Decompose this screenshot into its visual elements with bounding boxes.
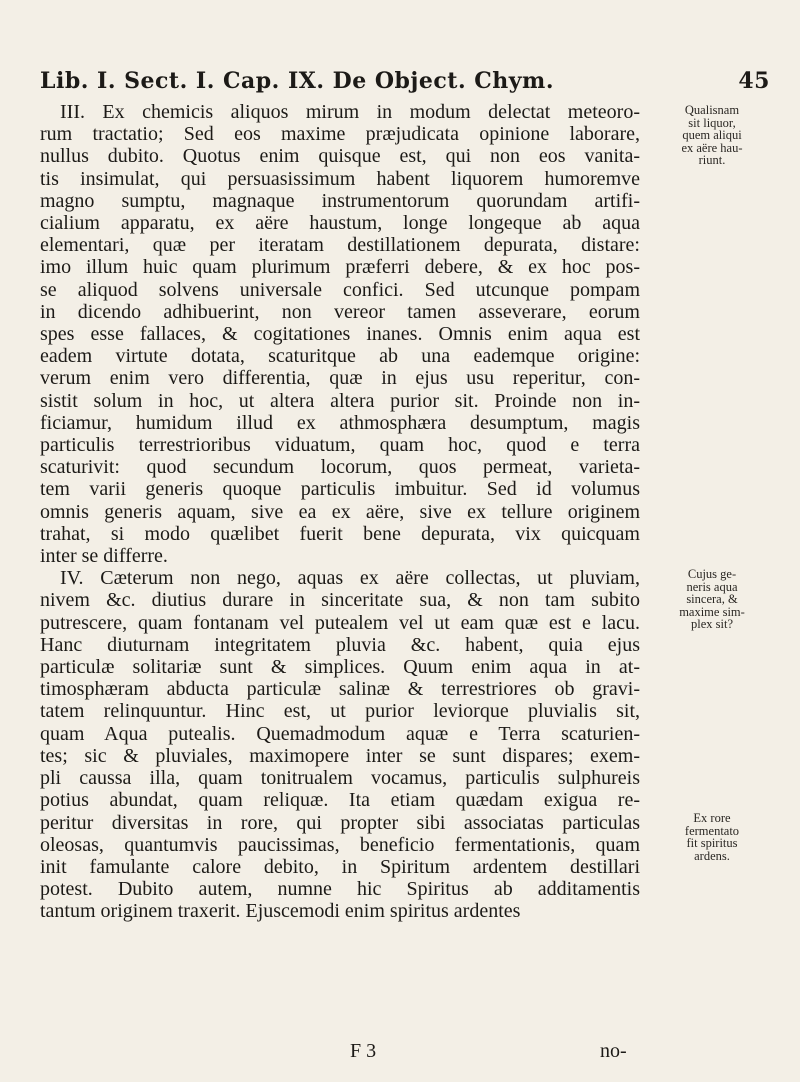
- main-text: [40, 101, 640, 923]
- text-line: nivem &c. diutius durare in sinceritate sua, & non tam subito: [40, 589, 640, 612]
- margin-note-line: sincera, &: [686, 592, 738, 606]
- text-line: IV. Cæterum non nego, aquas ex aëre collectas, ut pluviam,: [60, 567, 640, 590]
- running-title: Lib. I. Sect. I. Cap. IX. De Object. Chym.: [40, 68, 554, 94]
- text-line: tes; sic & pluviales, maximopere inter se sunt dispares; exem-: [40, 744, 640, 767]
- text-line: verum enim vero differentia, quæ in ejus usu reperitur, con-: [40, 367, 640, 390]
- text-line: pli caussa illa, quam tonitrualem vocamus, particulis sulphureis: [40, 767, 640, 790]
- margin-note-line: fit spiritus: [686, 836, 738, 850]
- text-line: scaturivit: quod secundum locorum, quos permeat, varieta-: [40, 456, 640, 479]
- margin-note-line: neris aqua: [686, 579, 738, 594]
- text-line: cialium apparatu, ex aëre haustum, longe longeque ab aqua: [40, 212, 640, 235]
- page-number: 45: [738, 68, 770, 94]
- margin-note-line: sit liquor,: [688, 115, 736, 130]
- catchword: no-: [600, 1040, 627, 1062]
- margin-note-ex-rore: [652, 812, 772, 862]
- text-line: Hanc diuturnam integritatem pluvia &c. habent, quia ejus: [40, 633, 640, 656]
- text-line: tatem relinquuntur. Hinc est, ut purior leviorque pluvialis sit,: [40, 700, 640, 723]
- signature-mark: F 3: [350, 1040, 377, 1062]
- text-line: tis insimulat, qui persuasissimum habent liquorem humoremve: [40, 167, 640, 190]
- text-line: timosphæram abducta particulæ salinæ & terrestriores ob gravi-: [40, 678, 640, 701]
- text-line: spes esse fallaces, & cogitationes inanes. Omnis enim aqua est: [40, 323, 640, 346]
- text-line: magno sumptu, magnaque instrumentorum quorundam artifi-: [40, 189, 640, 212]
- text-line: particulis terrestrioribus viduatum, quam hoc, quod e terra: [40, 434, 640, 457]
- text-line: tantum originem traxerit. Ejuscemodi enim spiritus ardentes: [40, 900, 521, 923]
- margin-note-line: Cujus ge-: [687, 567, 737, 581]
- margin-note-line: ex aëre hau-: [681, 140, 743, 155]
- text-line: init famulante calore debito, in Spiritum ardentem destillari: [40, 855, 640, 878]
- text-line: potius abundat, quam reliquæ. Ita etiam quædam exigua re-: [40, 789, 640, 812]
- text-line: oleosas, quantumvis paucissimas, beneficio fermentationis, quam: [40, 833, 640, 856]
- text-line: trahat, si modo quælibet fuerit bene depurata, vix quicquam: [40, 522, 640, 545]
- text-line: elementari, quæ per iteratam destillationem depurata, distare:: [40, 234, 640, 257]
- text-line: III. Ex chemicis aliquos mirum in modum delectat meteoro-: [60, 101, 640, 123]
- text-line: quam Aqua putealis. Quemadmodum aquæ e Terra scaturien-: [40, 722, 640, 745]
- margin-note-cujus-generis: [652, 568, 772, 631]
- margin-note-line: Qualisnam: [684, 103, 740, 117]
- text-line: rum tractatio; Sed eos maxime præjudicata opinione laborare,: [40, 123, 640, 146]
- margin-note-qualisnam: [652, 104, 772, 167]
- text-line: ficiamur, humidum illud ex athmosphæra desumptum, magis: [40, 411, 640, 434]
- margin-note-line: riunt.: [698, 153, 726, 167]
- text-line: nullus dubito. Quotus enim quisque est, qui non eos vanita-: [40, 145, 640, 168]
- text-line: omnis generis aquam, sive ea ex aëre, sive ex tellure originem: [40, 500, 640, 523]
- text-line: particulæ solitariæ sunt & simplices. Quum enim aqua in at-: [40, 656, 640, 679]
- text-line: tem varii generis quoque particulis imbuitur. Sed id volumus: [40, 478, 640, 501]
- text-line: in dicendo adhibuerint, non vereor tamen asseverare, eorum: [40, 300, 640, 323]
- running-header: [40, 68, 780, 94]
- text-line: inter se differre.: [40, 545, 168, 568]
- text-line: imo illum huic quam plurimum præferri debere, & ex hoc pos-: [40, 256, 640, 279]
- margin-note-line: ardens.: [694, 848, 730, 863]
- text-line: putrescere, quam fontanam vel putealem vel ut eam quæ est e lacu.: [40, 611, 640, 634]
- margin-note-line: quem aliqui: [682, 128, 742, 142]
- text-line: peritur diversitas in rore, qui propter sibi associatas particulas: [40, 811, 640, 834]
- text-line: eadem virtute dotata, scaturitque ab una eademque origine:: [40, 345, 640, 368]
- margin-note-line: fermentato: [684, 823, 740, 838]
- margin-note-line: plex sit?: [690, 617, 733, 631]
- margin-note-line: Ex rore: [693, 811, 731, 825]
- text-line: potest. Dubito autem, numne hic Spiritus ab additamentis: [40, 878, 640, 901]
- text-line: sistit solum in hoc, ut altera altera purior sit. Proinde non in-: [40, 389, 640, 412]
- text-line: se aliquod solvens universale confici. Sed utcunque pompam: [40, 278, 640, 301]
- margin-note-line: maxime sim-: [679, 604, 745, 619]
